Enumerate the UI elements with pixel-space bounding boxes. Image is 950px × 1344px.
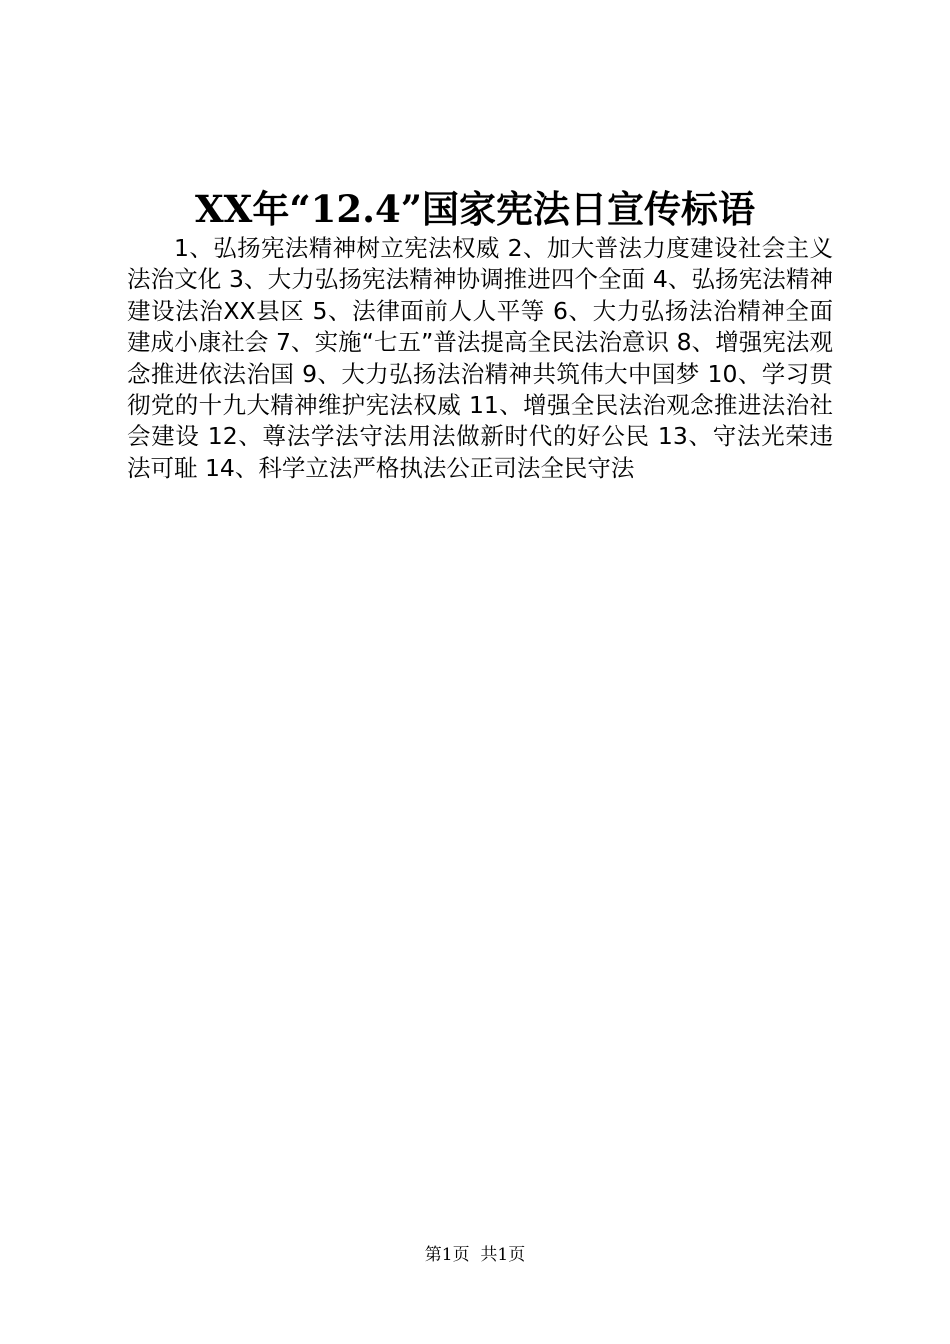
page-footer: 第1页 共1页 xyxy=(424,1245,526,1265)
document-title: XX年“12.4”国家宪法日宣传标语 xyxy=(194,187,756,231)
document-body: 1、弘扬宪法精神树立宪法权威 2、加大普法力度建设社会主义法治文化 3、大力弘扬宪法精神协调推进四个全面 4、弘扬宪法精神建设法治XX县区 5、法律面前人人平等 6、大力弘扬法治精神全面建成小康社会 7、实施“七五”普法提高全民法治意识 8、增强宪法观念推进依法治国 9、大力弘扬法治精神共筑伟大中国梦 10、学习贯彻党的十九大精神维护宪法权威 11、增强全民法治观念推进法治社会建设 12、尊法学法守法用法做新时代的好公民 13、守法光荣违法可耻 14、科学立法严格执法公正司法全民守法 xyxy=(127,234,833,482)
